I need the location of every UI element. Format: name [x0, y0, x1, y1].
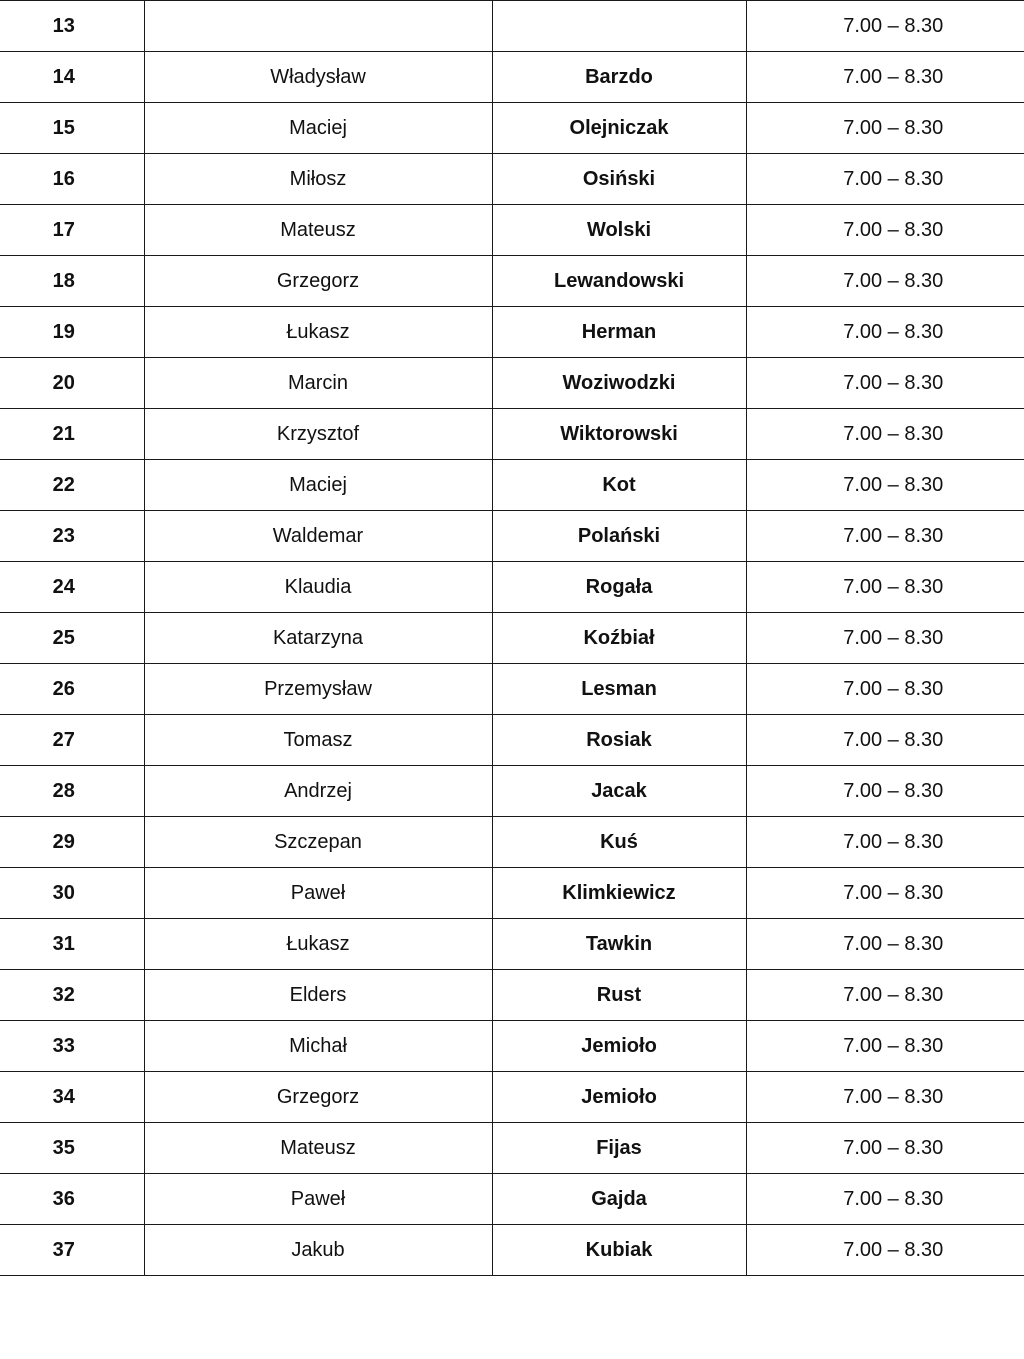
- last-name: Rust: [492, 970, 746, 1021]
- last-name: Gajda: [492, 1174, 746, 1225]
- table-row: [0, 1123, 1024, 1174]
- last-name: Lesman: [492, 664, 746, 715]
- last-name: Wiktorowski: [492, 409, 746, 460]
- first-name: Władysław: [144, 52, 492, 103]
- last-name: Jemioło: [492, 1072, 746, 1123]
- time-slot: 7.00 – 8.30: [746, 1021, 1024, 1072]
- time-slot: 7.00 – 8.30: [746, 766, 1024, 817]
- time-slot: 7.00 – 8.30: [746, 1123, 1024, 1174]
- row-number: 31: [0, 919, 144, 970]
- table-row: [0, 409, 1024, 460]
- table-row: [0, 715, 1024, 766]
- table-row: [0, 919, 1024, 970]
- row-number: 14: [0, 52, 144, 103]
- time-slot: 7.00 – 8.30: [746, 205, 1024, 256]
- row-number: 18: [0, 256, 144, 307]
- schedule-table-body: [0, 1, 1024, 1276]
- time-slot: 7.00 – 8.30: [746, 154, 1024, 205]
- row-number: 19: [0, 307, 144, 358]
- first-name: Paweł: [144, 1174, 492, 1225]
- first-name: Przemysław: [144, 664, 492, 715]
- time-slot: 7.00 – 8.30: [746, 307, 1024, 358]
- time-slot: 7.00 – 8.30: [746, 1174, 1024, 1225]
- first-name: Mateusz: [144, 1123, 492, 1174]
- last-name: Polański: [492, 511, 746, 562]
- table-row: [0, 1021, 1024, 1072]
- first-name: Łukasz: [144, 307, 492, 358]
- time-slot: 7.00 – 8.30: [746, 613, 1024, 664]
- first-name: Maciej: [144, 103, 492, 154]
- table-row: [0, 103, 1024, 154]
- last-name: Kot: [492, 460, 746, 511]
- first-name: Szczepan: [144, 817, 492, 868]
- row-number: 13: [0, 1, 144, 52]
- time-slot: 7.00 – 8.30: [746, 103, 1024, 154]
- time-slot: 7.00 – 8.30: [746, 817, 1024, 868]
- last-name: Koźbiał: [492, 613, 746, 664]
- table-row: [0, 511, 1024, 562]
- first-name: Maciej: [144, 460, 492, 511]
- row-number: 16: [0, 154, 144, 205]
- last-name: [492, 1, 746, 52]
- row-number: 34: [0, 1072, 144, 1123]
- last-name: Woziwodzki: [492, 358, 746, 409]
- time-slot: 7.00 – 8.30: [746, 1072, 1024, 1123]
- table-row: [0, 1072, 1024, 1123]
- last-name: Wolski: [492, 205, 746, 256]
- time-slot: 7.00 – 8.30: [746, 562, 1024, 613]
- time-slot: 7.00 – 8.30: [746, 409, 1024, 460]
- first-name: [144, 1, 492, 52]
- row-number: 28: [0, 766, 144, 817]
- first-name: Grzegorz: [144, 1072, 492, 1123]
- table-row: [0, 562, 1024, 613]
- last-name: Rosiak: [492, 715, 746, 766]
- first-name: Marcin: [144, 358, 492, 409]
- table-row: [0, 817, 1024, 868]
- first-name: Klaudia: [144, 562, 492, 613]
- first-name: Mateusz: [144, 205, 492, 256]
- time-slot: 7.00 – 8.30: [746, 52, 1024, 103]
- last-name: Barzdo: [492, 52, 746, 103]
- table-row: [0, 154, 1024, 205]
- first-name: Krzysztof: [144, 409, 492, 460]
- last-name: Fijas: [492, 1123, 746, 1174]
- table-row: [0, 1174, 1024, 1225]
- first-name: Michał: [144, 1021, 492, 1072]
- last-name: Tawkin: [492, 919, 746, 970]
- time-slot: 7.00 – 8.30: [746, 919, 1024, 970]
- last-name: Jacak: [492, 766, 746, 817]
- row-number: 20: [0, 358, 144, 409]
- last-name: Lewandowski: [492, 256, 746, 307]
- row-number: 24: [0, 562, 144, 613]
- table-row: [0, 52, 1024, 103]
- first-name: Miłosz: [144, 154, 492, 205]
- last-name: Klimkiewicz: [492, 868, 746, 919]
- row-number: 35: [0, 1123, 144, 1174]
- table-row: [0, 766, 1024, 817]
- time-slot: 7.00 – 8.30: [746, 1225, 1024, 1276]
- table-row: [0, 1225, 1024, 1276]
- row-number: 26: [0, 664, 144, 715]
- row-number: 33: [0, 1021, 144, 1072]
- time-slot: 7.00 – 8.30: [746, 1, 1024, 52]
- table-row: [0, 307, 1024, 358]
- first-name: Paweł: [144, 868, 492, 919]
- row-number: 22: [0, 460, 144, 511]
- time-slot: 7.00 – 8.30: [746, 715, 1024, 766]
- table-row: [0, 613, 1024, 664]
- row-number: 27: [0, 715, 144, 766]
- table-row: [0, 970, 1024, 1021]
- time-slot: 7.00 – 8.30: [746, 460, 1024, 511]
- row-number: 25: [0, 613, 144, 664]
- first-name: Łukasz: [144, 919, 492, 970]
- time-slot: 7.00 – 8.30: [746, 664, 1024, 715]
- row-number: 32: [0, 970, 144, 1021]
- first-name: Jakub: [144, 1225, 492, 1276]
- last-name: Olejniczak: [492, 103, 746, 154]
- time-slot: 7.00 – 8.30: [746, 511, 1024, 562]
- first-name: Katarzyna: [144, 613, 492, 664]
- first-name: Waldemar: [144, 511, 492, 562]
- row-number: 30: [0, 868, 144, 919]
- table-row: [0, 1, 1024, 52]
- last-name: Herman: [492, 307, 746, 358]
- time-slot: 7.00 – 8.30: [746, 868, 1024, 919]
- row-number: 15: [0, 103, 144, 154]
- time-slot: 7.00 – 8.30: [746, 358, 1024, 409]
- table-row: [0, 868, 1024, 919]
- row-number: 37: [0, 1225, 144, 1276]
- table-row: [0, 358, 1024, 409]
- time-slot: 7.00 – 8.30: [746, 970, 1024, 1021]
- first-name: Elders: [144, 970, 492, 1021]
- row-number: 17: [0, 205, 144, 256]
- last-name: Kuś: [492, 817, 746, 868]
- last-name: Rogała: [492, 562, 746, 613]
- first-name: Andrzej: [144, 766, 492, 817]
- last-name: Osiński: [492, 154, 746, 205]
- table-row: [0, 256, 1024, 307]
- table-row: [0, 205, 1024, 256]
- row-number: 29: [0, 817, 144, 868]
- last-name: Kubiak: [492, 1225, 746, 1276]
- table-row: [0, 460, 1024, 511]
- first-name: Tomasz: [144, 715, 492, 766]
- row-number: 36: [0, 1174, 144, 1225]
- first-name: Grzegorz: [144, 256, 492, 307]
- row-number: 21: [0, 409, 144, 460]
- last-name: Jemioło: [492, 1021, 746, 1072]
- time-slot: 7.00 – 8.30: [746, 256, 1024, 307]
- row-number: 23: [0, 511, 144, 562]
- table-row: [0, 664, 1024, 715]
